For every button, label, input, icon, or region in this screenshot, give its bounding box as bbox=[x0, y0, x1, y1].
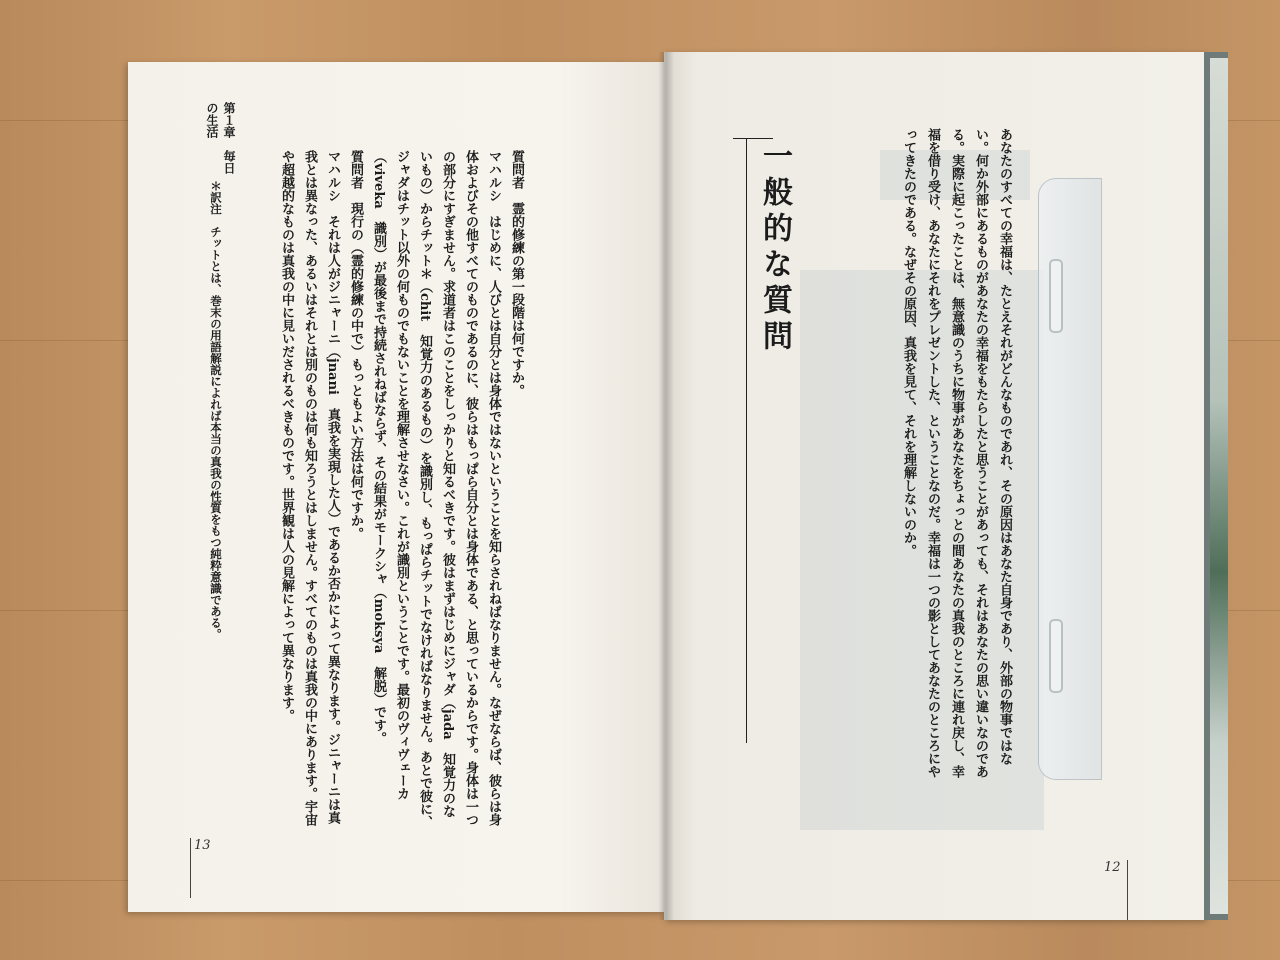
title-rule-top bbox=[733, 138, 773, 139]
left-page-body bbox=[232, 150, 528, 830]
clip-slot bbox=[1049, 259, 1063, 333]
cover-photo-strip bbox=[1210, 58, 1228, 914]
title-rule bbox=[746, 138, 747, 743]
book-gutter bbox=[658, 52, 674, 920]
footnote: ＊訳注 チットとは、巻末の用語解説によれば本当の真我の性質をもつ純粋意識である。 bbox=[209, 180, 223, 640]
page-number-right: 12 bbox=[1104, 860, 1121, 875]
paragraph: マハルシ それは人がジニャーニ（jnani 真我を実現した人）であるか否かによって異なります。ジニャーニは真我とは異なった、あるいはそれとは別のものは何も知ろうとはしません。すべてのものは真我の中にあります。宇宙や超越的なものは真我の中に見いだされるべきものです。世界観は人の見解によって異なります。 bbox=[279, 150, 340, 826]
page-number-rule bbox=[1127, 860, 1128, 920]
right-page-body bbox=[846, 128, 1016, 778]
section-title: 一般的な質問 bbox=[757, 140, 792, 356]
page-number-rule bbox=[190, 838, 191, 898]
book-clip bbox=[1038, 178, 1102, 780]
paragraph: 質問者 霊的修練の第一段階は何ですか。 bbox=[509, 150, 524, 397]
paragraph: あなたのすべての幸福は、たとえそれがどんなものであれ、その原因はあなた自身であり、外部の物事ではない。何か外部にあるものがあなたの幸福をもたらしたと思うことがあっても、それはあなたの思い違いなのである。実際に起こったことは、無意識のうちに物事があなたをちょっとの間あなたの真我のところに連れ戻し、幸福を借り受け、あなたにそれをプレゼントした、ということなのだ。幸福は一つの影としてあなたのところにやってきたのである。なぜその原因、真我を見て、それを理解しないのか。 bbox=[901, 128, 1012, 778]
paragraph: 質問者 現行の（霊的修練の中で）もっともよい方法は何ですか。 bbox=[348, 150, 363, 540]
chapter-header: 第１章 毎日の生活 bbox=[205, 102, 236, 174]
clip-slot bbox=[1049, 619, 1063, 693]
paragraph: マハルシ はじめに、人びとは自分とは身体ではないということを知らされねばなりません。なぜならば、彼らは身体およびその他すべてのものであるのに、彼らはもっぱら自分とは身体である、と思っているからです。身体は一つの部分にすぎません。求道者はこのことをしっかりと知るべきです。彼はまずはじめにジャダ（jada 知覚力のないもの）からチット＊（chit 知覚力のあるもの）を識別し、もっぱらチットでなければなりません。あとで彼に、ジャダはチット以外の何ものでもないことを理解させなさい。これが識別ということです。最初のヴィヴェーカ（viveka 識別）が最後まで持続されねばならず、その結果がモークシャ（moksya 解脱）です。 bbox=[371, 150, 501, 829]
page-number-left: 13 bbox=[194, 838, 211, 853]
